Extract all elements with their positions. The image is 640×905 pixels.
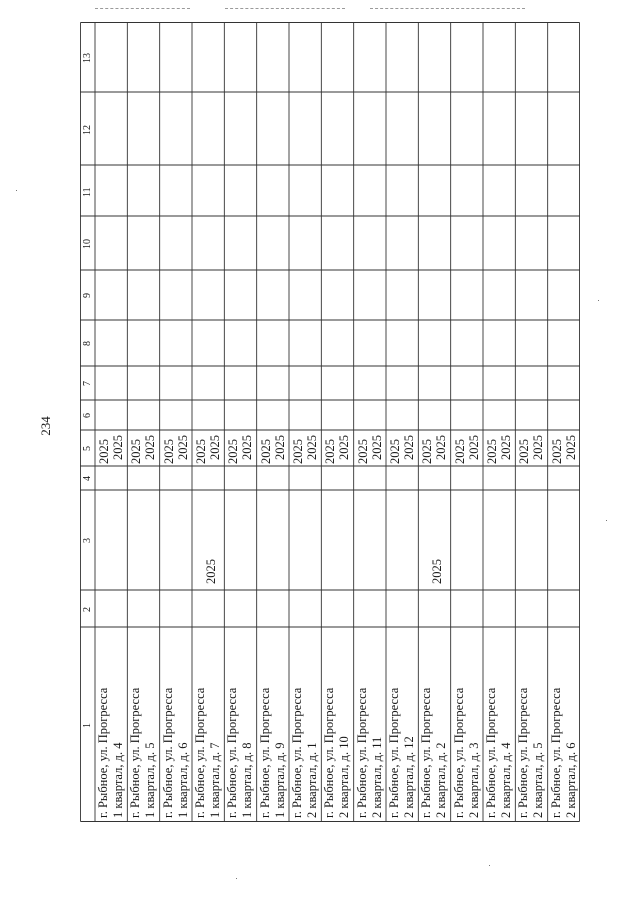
rotated-table (80, 22, 580, 822)
cell-col6: 2025 (369, 435, 384, 460)
cell-col7: 2025 (226, 439, 241, 464)
column-number: 2 (82, 606, 93, 612)
cell-col6: 2025 (499, 435, 513, 460)
cell-col6: 2025 (563, 435, 578, 460)
scan-dot (598, 300, 599, 301)
row-address (516, 688, 546, 818)
cell-col6: 2025 (305, 435, 319, 460)
cell-col6: 2025 (434, 435, 449, 460)
row-address-line2: 1 квартал, д. 4 (111, 742, 125, 818)
cell-col6: 2025 (402, 435, 416, 460)
cell-col6: 2025 (531, 435, 546, 460)
row-address-line1: г. Рыбное, ул. Прогресса (484, 687, 498, 818)
cell-col7: 2025 (161, 439, 176, 464)
row-address (419, 688, 449, 818)
row-address (549, 688, 579, 818)
cell-col7: 2025 (388, 439, 402, 464)
row-address-line1: г. Рыбное, ул. Прогресса (354, 687, 369, 818)
cell-col7: 2025 (355, 439, 370, 464)
row-address-line1: г. Рыбное, ул. Прогресса (290, 687, 304, 818)
row-address-line2: 1 квартал, д. 7 (208, 742, 222, 818)
row-address-line2: 2 квартал, д. 2 (434, 742, 449, 818)
column-number: 11 (82, 186, 93, 197)
row-address-line1: г. Рыбное, ул. Прогресса (225, 687, 240, 818)
row-address (387, 688, 417, 818)
row-address-line1: г. Рыбное, ул. Прогресса (516, 687, 531, 818)
column-number: 4 (82, 476, 93, 481)
cell-col7: 2025 (420, 439, 435, 464)
cell-col6: 2025 (337, 435, 352, 460)
row-address-line2: 1 квартал, д. 5 (143, 742, 158, 818)
row-address-line2: 2 квартал, д. 1 (305, 742, 319, 818)
row-address (258, 688, 288, 818)
cell-col7: 2025 (291, 439, 305, 464)
cell-col7: 2025 (258, 439, 273, 464)
cell-col7: 2025 (323, 439, 338, 464)
row-address (161, 688, 191, 818)
cell-col6: 2025 (466, 435, 481, 460)
row-address-line2: 2 квартал, д. 4 (499, 742, 513, 818)
row-address (484, 688, 514, 818)
row-address-line1: г. Рыбное, ул. Прогресса (96, 687, 110, 818)
row-address-line1: г. Рыбное, ул. Прогресса (548, 687, 563, 818)
row-address-line2: 2 квартал, д. 6 (563, 742, 578, 818)
column-number: 13 (82, 53, 93, 63)
cell-col7: 2025 (194, 439, 208, 464)
row-address (322, 688, 352, 818)
scan-dot (16, 190, 17, 191)
row-address-line2: 1 квартал, д. 9 (272, 742, 287, 818)
column-number: 6 (82, 413, 93, 418)
scan-dot (236, 878, 237, 879)
column-number: 9 (82, 293, 93, 298)
row-address-line1: г. Рыбное, ул. Прогресса (160, 687, 175, 818)
row-address (128, 688, 158, 818)
cell-col6: 2025 (175, 435, 190, 460)
row-address (355, 688, 385, 818)
top-dash-mark (370, 8, 525, 10)
column-number: 3 (82, 538, 93, 543)
row-address-line1: г. Рыбное, ул. Прогресса (322, 687, 337, 818)
row-address-line1: г. Рыбное, ул. Прогресса (128, 687, 143, 818)
row-address-line2: 1 квартал, д. 6 (175, 742, 190, 818)
row-address-line1: г. Рыбное, ул. Прогресса (387, 687, 401, 818)
row-address-line2: 2 квартал, д. 10 (337, 736, 352, 818)
cell-col6: 2025 (272, 435, 287, 460)
cell-col7: 2025 (517, 439, 532, 464)
scan-dot (489, 865, 490, 866)
cell-col7: 2025 (129, 439, 144, 464)
row-address (96, 688, 126, 818)
column-number: 1 (82, 722, 93, 728)
row-address-line2: 1 квартал, д. 8 (240, 742, 255, 818)
row-address-line2: 2 квартал, д. 12 (402, 736, 416, 818)
row-address-line2: 2 квартал, д. 3 (466, 742, 481, 818)
column-number: 8 (82, 341, 93, 346)
cell-col6: 2025 (208, 435, 222, 460)
scan-dot (606, 520, 607, 521)
row-address (452, 688, 482, 818)
column-number: 7 (82, 381, 93, 386)
row-address-line1: г. Рыбное, ул. Прогресса (193, 687, 207, 818)
top-dash-mark (225, 8, 345, 10)
cell-col7: 2025 (452, 439, 467, 464)
cell-col3: 2025 (430, 559, 445, 584)
row-address (290, 688, 320, 818)
cell-col7: 2025 (485, 439, 499, 464)
row-address-line1: г. Рыбное, ул. Прогресса (419, 687, 434, 818)
column-number: 10 (82, 239, 93, 249)
row-address (225, 688, 255, 818)
row-address (193, 688, 223, 818)
cell-col3: 2025 (204, 559, 218, 584)
cell-col7: 2025 (97, 439, 111, 464)
row-address-line2: 2 квартал, д. 5 (531, 742, 546, 818)
row-address-line1: г. Рыбное, ул. Прогресса (257, 687, 272, 818)
cell-col6: 2025 (143, 435, 158, 460)
column-number: 5 (82, 446, 93, 451)
row-address-line2: 2 квартал, д. 11 (369, 736, 384, 818)
column-number: 12 (82, 124, 93, 135)
top-dash-mark (95, 8, 190, 10)
row-address-line1: г. Рыбное, ул. Прогресса (451, 687, 466, 818)
cell-col6: 2025 (240, 435, 255, 460)
page-number: 234 (38, 416, 53, 436)
cell-col6: 2025 (111, 435, 125, 460)
cell-col7: 2025 (549, 439, 564, 464)
